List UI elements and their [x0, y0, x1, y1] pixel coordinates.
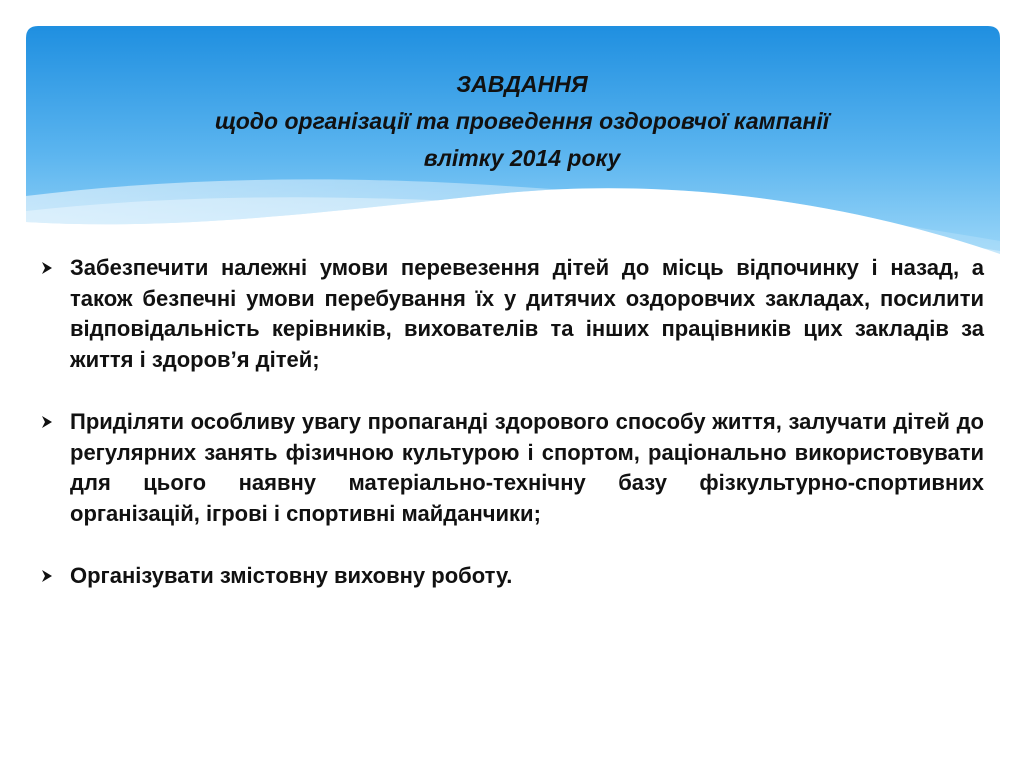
bullet-text: Приділяти особливу увагу пропаганді здорового способу життя, залучати дітей до регулярних занять фізичною культурою і спортом, раціонально використовувати для цього наявну матеріально-технічну базу фізкультурно-спортивних організацій, ігрові і спортивні майданчики; [70, 409, 984, 526]
title-line-1: ЗАВДАННЯ [456, 71, 588, 97]
list-item [40, 561, 984, 592]
title-line-3: влітку 2014 року [423, 145, 621, 171]
slide-title [60, 66, 984, 177]
bullet-text: Організувати змістовну виховну роботу. [70, 563, 513, 588]
title-line-2: щодо організації та проведення оздоровчої кампанії [214, 108, 830, 134]
list-item [40, 253, 984, 375]
arrow-bullet-icon [40, 569, 54, 583]
bullet-text: Забезпечити належні умови перевезення дітей до місць відпочинку і назад, а також безпечні умови перебування їх у дитячих оздоровчих закладах, посилити відповідальність керівників, вихователів та інших працівників цих закладів за життя і здоров’я дітей; [70, 255, 984, 372]
arrow-bullet-icon [40, 261, 54, 275]
list-item [40, 407, 984, 529]
bullet-list [40, 253, 984, 624]
arrow-bullet-icon [40, 415, 54, 429]
